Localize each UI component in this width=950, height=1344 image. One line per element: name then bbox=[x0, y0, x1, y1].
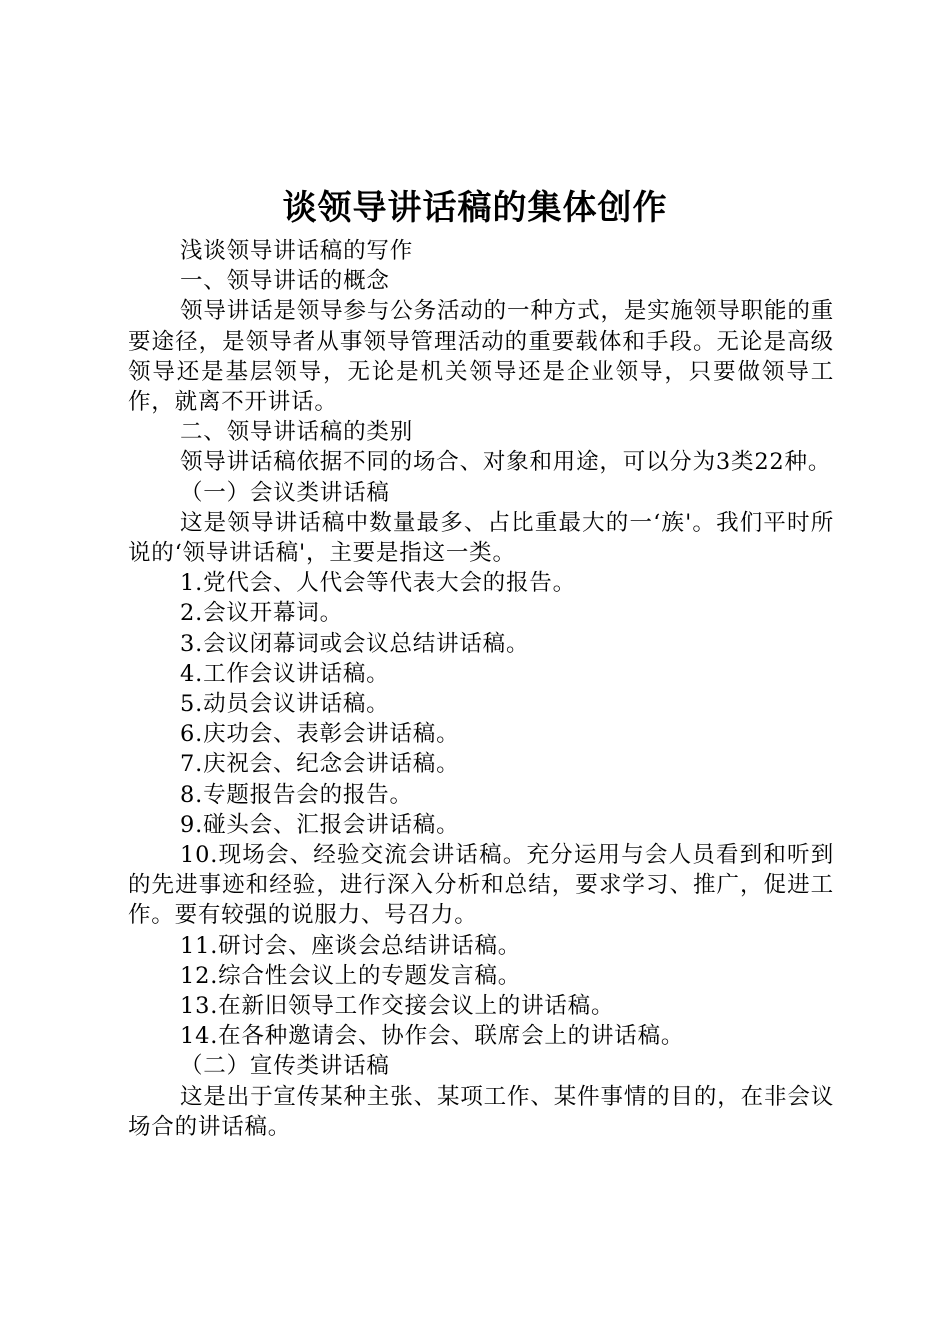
list-item: 13.在新旧领导工作交接会议上的讲话稿。 bbox=[180, 993, 615, 1020]
list-item: 3.会议闭幕词或会议总结讲话稿。 bbox=[180, 630, 530, 657]
list-item: 11.研讨会、座谈会总结讲话稿。 bbox=[180, 932, 522, 959]
document-title: 谈领导讲话稿的集体创作 bbox=[282, 188, 668, 228]
list-item: 5.动员会议讲话稿。 bbox=[180, 691, 390, 718]
subsection-heading: （一）会议类讲话稿 bbox=[180, 479, 390, 506]
list-item: 6.庆功会、表彰会讲话稿。 bbox=[180, 721, 460, 748]
list-item: 2.会议开幕词。 bbox=[180, 600, 343, 627]
section-heading: 二、领导讲话稿的类别 bbox=[180, 419, 414, 446]
paragraph: 浅谈领导讲话稿的写作 bbox=[180, 238, 414, 264]
section-heading: 一、领导讲话的概念 bbox=[180, 268, 390, 295]
list-item: 4.工作会议讲话稿。 bbox=[180, 660, 390, 687]
list-item: 10.现场会、经验交流会讲话稿。充分运用与会人员看到和听到的先进事迹和经验，进行深入分析和总结，要求学习、推广，促进工作。要有较强的说服力、号召力。 bbox=[128, 842, 834, 929]
paragraph: 这是领导讲话稿中数量最多、占比重最大的一‘族'。我们平时所说的‘领导讲话稿'，主要是指这一类。 bbox=[128, 509, 834, 567]
list-item: 7.庆祝会、纪念会讲话稿。 bbox=[180, 751, 460, 778]
list-item: 9.碰头会、汇报会讲话稿。 bbox=[180, 811, 460, 838]
paragraph: 领导讲话稿依据不同的场合、对象和用途，可以分为3类22种。 bbox=[180, 449, 832, 476]
document-body bbox=[128, 236, 834, 1142]
list-item: 8.专题报告会的报告。 bbox=[180, 781, 413, 808]
list-item: 1.党代会、人代会等代表大会的报告。 bbox=[180, 570, 576, 597]
list-item: 14.在各种邀请会、协作会、联席会上的讲话稿。 bbox=[180, 1023, 685, 1050]
paragraph: 领导讲话是领导参与公务活动的一种方式，是实施领导职能的重要途径，是领导者从事领导管理活动的重要载体和手段。无论是高级领导还是基层领导，无论是机关领导还是企业领导，只要做领导工作，就离不开讲话。 bbox=[128, 298, 834, 416]
list-item: 12.综合性会议上的专题发言稿。 bbox=[180, 962, 522, 989]
subsection-heading: （二）宣传类讲话稿 bbox=[180, 1053, 390, 1080]
paragraph: 这是出于宣传某种主张、某项工作、某件事情的目的，在非会议场合的讲话稿。 bbox=[128, 1083, 834, 1140]
